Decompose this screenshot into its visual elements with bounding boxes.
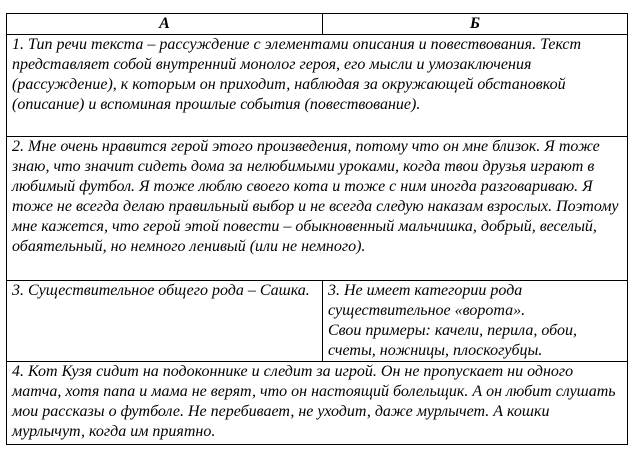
column-header-a: А: [7, 14, 323, 35]
answer-text-3-right-line1: 3. Не имеет категории рода существительное «ворота».: [328, 282, 526, 319]
answer-cell-4: [7, 362, 628, 445]
answer-text-3-right-line2: Свои примеры: качели, перила, обои, счеты, ножницы, плоскогубцы.: [328, 322, 577, 359]
answer-cell-3-left: [7, 281, 323, 362]
answers-table: [6, 13, 628, 445]
answer-text-2: 2. Мне очень нравится герой этого произведения, потому что он мне близок. Я тоже знаю, что значит сидеть дома за нелюбимыми уроками, когда твои друзья играют в любимый футбол. Я тоже люблю своего кота и тоже с ним иногда разговариваю. Я тоже не всегда делаю правильный выбор и не всегда следую наказам взрослых. Поэтому мне кажется, что герой этой повести – обыкновенный мальчишка, добрый, веселый, обаятельный, но немного ленивый (или не немного).: [12, 138, 619, 255]
answer-cell-2: [7, 137, 628, 281]
answer-text-4: 4. Кот Кузя сидит на подоконнике и следит за игрой. Он не пропускает ни одного матча, хотя папа и мама не верят, что он настоящий болельщик. А он любит слушать мои рассказы о футболе. Не перебивает, не уходит, даже мурлычет. А кошки мурлычут, когда им приятно.: [12, 363, 616, 440]
table-row: [7, 35, 628, 137]
table-row: [7, 281, 628, 362]
column-header-b: Б: [323, 14, 628, 35]
table-row: [7, 137, 628, 281]
answer-cell-1: [7, 35, 628, 137]
table-row: [7, 362, 628, 445]
answer-text-3-left: 3. Существительное общего рода – Сашка.: [12, 282, 310, 299]
answer-text-1: 1. Тип речи текста – рассуждение с элементами описания и повествования. Текст представляет собой внутренний монолог героя, его мысли и умозаключения (рассуждение), к которым он приходит, наблюдая за окружающей обстановкой (описание) и вспоминая прошлые события (повествование).: [12, 36, 582, 113]
header-row: [7, 14, 628, 35]
answer-cell-3-right: [323, 281, 628, 362]
